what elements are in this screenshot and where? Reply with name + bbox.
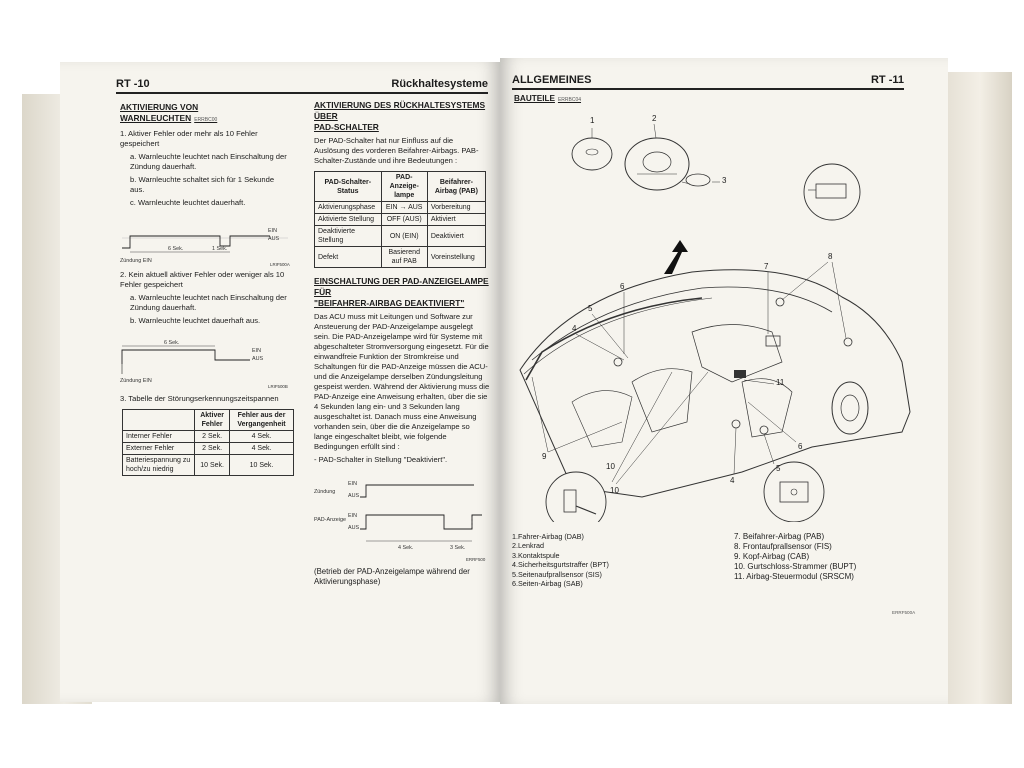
ignition-label: Zündung	[314, 489, 336, 495]
table-cell: Basierend auf PAB	[381, 247, 427, 268]
airbag-components-diagram	[512, 102, 920, 522]
table-cell: 4 Sek.	[229, 443, 293, 455]
figure-ref: LRIF500A	[270, 262, 290, 267]
table-header: PAD-Anzeige-lampe	[381, 172, 427, 202]
callout-number: 8	[828, 252, 833, 261]
table-row	[315, 202, 486, 214]
pad-indicator-label: PAD-Anzeige	[314, 517, 346, 523]
on-label: EIN	[252, 348, 261, 354]
table-cell: Aktivierungsphase	[315, 202, 382, 214]
table-cell: Interner Fehler	[123, 431, 195, 443]
section-code: ERRBC00	[194, 117, 218, 123]
right-column	[314, 100, 490, 587]
table-cell: Batteriespannung zu hoch/zu niedrig	[123, 455, 195, 476]
table-header	[123, 410, 195, 431]
ignition-label: Zündung EIN	[120, 378, 152, 384]
legend-item: 11. Airbag-Steuermodul (SRSCM)	[734, 572, 854, 581]
list-subitem: b. Warnleuchte schaltet sich für 1 Sekunde aus.	[130, 175, 275, 194]
section-code: ERRBC04	[557, 97, 582, 103]
off-label: AUS	[348, 493, 360, 499]
page-number: RT -10	[116, 78, 150, 90]
list-item: 3. Tabelle der Störungserkennungszeitspannen	[120, 394, 279, 403]
legend-column-left	[512, 532, 609, 588]
table-header: Fehler aus der Vergangenheit	[229, 410, 293, 431]
heading-text: BAUTEILE	[514, 94, 555, 103]
table-cell: Deaktiviert	[427, 226, 485, 247]
heading-line: EINSCHALTUNG DER PAD-ANZEIGELAMPE FÜR	[314, 276, 489, 297]
off-label: AUS	[252, 356, 264, 362]
table-cell: 10 Sek.	[195, 455, 230, 476]
callout-number: 5	[776, 464, 781, 473]
section-heading-warning-lamps	[120, 102, 290, 126]
list-subitem: a. Warnleuchte leuchtet nach Einschaltung der Zündung dauerhaft.	[130, 293, 287, 312]
list-item: 1. Aktiver Fehler oder mehr als 10 Fehler gespeichert	[120, 129, 258, 148]
left-page	[60, 62, 500, 702]
on-label: EIN	[348, 513, 357, 519]
table-cell: 4 Sek.	[229, 431, 293, 443]
bullet-item: - PAD-Schalter in Stellung "Deaktiviert".	[314, 455, 448, 464]
legend-item: 7. Beifahrer-Airbag (PAB)	[734, 532, 825, 541]
list-subitem: b. Warnleuchte leuchtet dauerhaft aus.	[130, 316, 261, 325]
callout-number: 7	[764, 262, 769, 271]
table-row	[123, 455, 294, 476]
table-cell: 10 Sek.	[229, 455, 293, 476]
callout-number: 10	[606, 462, 615, 471]
table-cell: Voreinstellung	[427, 247, 485, 268]
legend-item: 9. Kopf-Airbag (CAB)	[734, 552, 810, 561]
figure-ref: LRIF500B	[268, 384, 288, 389]
timing-diagram-1	[120, 216, 290, 266]
duration-label: 4 Sek.	[398, 545, 414, 551]
duration-label: 1 Sek.	[212, 246, 228, 252]
table-cell: Externer Fehler	[123, 443, 195, 455]
table-cell: OFF (AUS)	[381, 214, 427, 226]
heading-line: AKTIVIERUNG DES RÜCKHALTESYSTEMS ÜBER	[314, 100, 486, 121]
callout-number: 9	[542, 452, 547, 461]
callout-number: 6	[798, 442, 803, 451]
left-page-header	[116, 76, 488, 94]
chapter-title: ALLGEMEINES	[512, 74, 592, 86]
figure-ref: ERRF500	[466, 557, 486, 562]
legend-item: 4.Sicherheitsgurtstraffer (BPT)	[512, 560, 609, 570]
paragraph: Das ACU muss mit Leitungen und Software zur Ansteuerung der PAD-Anzeigelampe ausgelegt sein. Die PAD-Anzeigelampe wird für Systeme mit abgeschalteter Stromversorgung eingesetzt. Für die einwandfreie Funktion der Stromkreise und Schaltungen für die PAD-Anzeige müssen die ACU- und die Anzeigelampe derselben Zündungsleitung gespeist werden. Während der Aktivierung muss die PAD-Anzeige eine Anweisung erhalten, über die sie 4 Sekunden lang ein- und 3 Sekunden lang ausgeschaltet ist. Danach muss eine Anweisung vorhanden sein, über die die Anzeigelampe so lange eingeschaltet bleibt, wie folgende Bedingungen erfüllt sind :	[314, 312, 490, 451]
heading-line: AKTIVIERUNG VON	[120, 102, 199, 112]
callout-number: 6	[620, 282, 625, 291]
duration-label: 3 Sek.	[450, 545, 466, 551]
callout-number: 4	[730, 476, 735, 485]
table-cell: EIN → AUS	[381, 202, 427, 214]
off-label: AUS	[348, 525, 360, 531]
duration-label: 6 Sek.	[164, 340, 180, 346]
table-header-row	[315, 172, 486, 202]
off-label: AUS	[268, 236, 280, 242]
pad-switch-table	[314, 171, 486, 268]
table-header-row	[123, 410, 294, 431]
table-row	[315, 214, 486, 226]
legend-item: 8. Frontaufprallsensor (FIS)	[734, 542, 832, 551]
figure-caption: (Betrieb der PAD-Anzeigelampe während der Aktivierungsphase)	[314, 567, 470, 586]
table-cell: 2 Sek.	[195, 443, 230, 455]
page-number: RT -11	[870, 74, 904, 86]
callout-number: 5	[588, 304, 593, 313]
legend-item: 10. Gurtschloss-Strammer (BUPT)	[734, 562, 857, 571]
table-cell: Deaktivierte Stellung	[315, 226, 382, 247]
table-header: PAD-Schalter-Status	[315, 172, 382, 202]
table-cell: ON (EIN)	[381, 226, 427, 247]
callout-number: 10	[610, 486, 619, 495]
list-subitem: a. Warnleuchte leuchtet nach Einschaltung der Zündung dauerhaft.	[130, 152, 287, 171]
callout-number: 1	[590, 116, 595, 125]
figure-ref: ERRF500A	[892, 610, 916, 615]
table-cell: Aktiviert	[427, 214, 485, 226]
list-item: 2. Kein aktuell aktiver Fehler oder weniger als 10 Fehler gespeichert	[120, 270, 285, 289]
heading-line: "BEIFAHRER-AIRBAG DEAKTIVIERT"	[314, 298, 465, 308]
callout-number: 3	[722, 176, 727, 185]
table-header: Aktiver Fehler	[195, 410, 230, 431]
list-subitem: c. Warnleuchte leuchtet dauerhaft.	[130, 198, 246, 207]
table-row	[123, 443, 294, 455]
detection-time-table	[122, 409, 294, 476]
legend-item: 5.Seitenaufprallsensor (SIS)	[512, 569, 602, 579]
timing-diagram-3	[314, 471, 490, 563]
table-header: Beifahrer-Airbag (PAB)	[427, 172, 485, 202]
table-cell: Aktivierte Stellung	[315, 214, 382, 226]
callout-number: 4	[572, 324, 577, 333]
callout-number: 11	[776, 378, 785, 387]
left-column	[120, 102, 290, 476]
right-page	[500, 58, 948, 704]
page-block-right	[948, 72, 1012, 704]
car-illustration	[512, 102, 920, 522]
legend-column-right	[734, 532, 856, 582]
table-row	[123, 431, 294, 443]
table-cell: Defekt	[315, 247, 382, 268]
on-label: EIN	[348, 481, 357, 487]
legend-item: 2.Lenkrad	[512, 541, 544, 551]
right-page-header	[512, 72, 904, 90]
chapter-title: Rückhaltesysteme	[391, 78, 488, 90]
heading-line: PAD-SCHALTER	[314, 122, 379, 132]
ignition-label: Zündung EIN	[120, 258, 152, 264]
legend-item: 6.Seiten-Airbag (SAB)	[512, 579, 583, 589]
duration-label: 6 Sek.	[168, 246, 184, 252]
table-cell: 2 Sek.	[195, 431, 230, 443]
section-heading-pad-switch	[314, 100, 490, 133]
timing-diagram-2	[120, 334, 290, 390]
open-book	[22, 44, 1012, 704]
table-row	[315, 226, 486, 247]
legend-item: 3.Kontaktspule	[512, 550, 560, 560]
on-label: EIN	[268, 228, 277, 234]
legend-item: 1.Fahrer-Airbag (DAB)	[512, 532, 584, 541]
table-cell: Vorbereitung	[427, 202, 485, 214]
callout-number: 2	[652, 114, 657, 123]
paragraph: Der PAD-Schalter hat nur Einfluss auf die Auslösung des vorderen Beifahrer-Airbags. PAB-Schalter-Zustände und ihre Bedeutungen :	[314, 136, 479, 165]
table-row	[315, 247, 486, 268]
heading-line: WARNLEUCHTEN	[120, 113, 192, 123]
section-heading-pad-lamp	[314, 276, 490, 309]
